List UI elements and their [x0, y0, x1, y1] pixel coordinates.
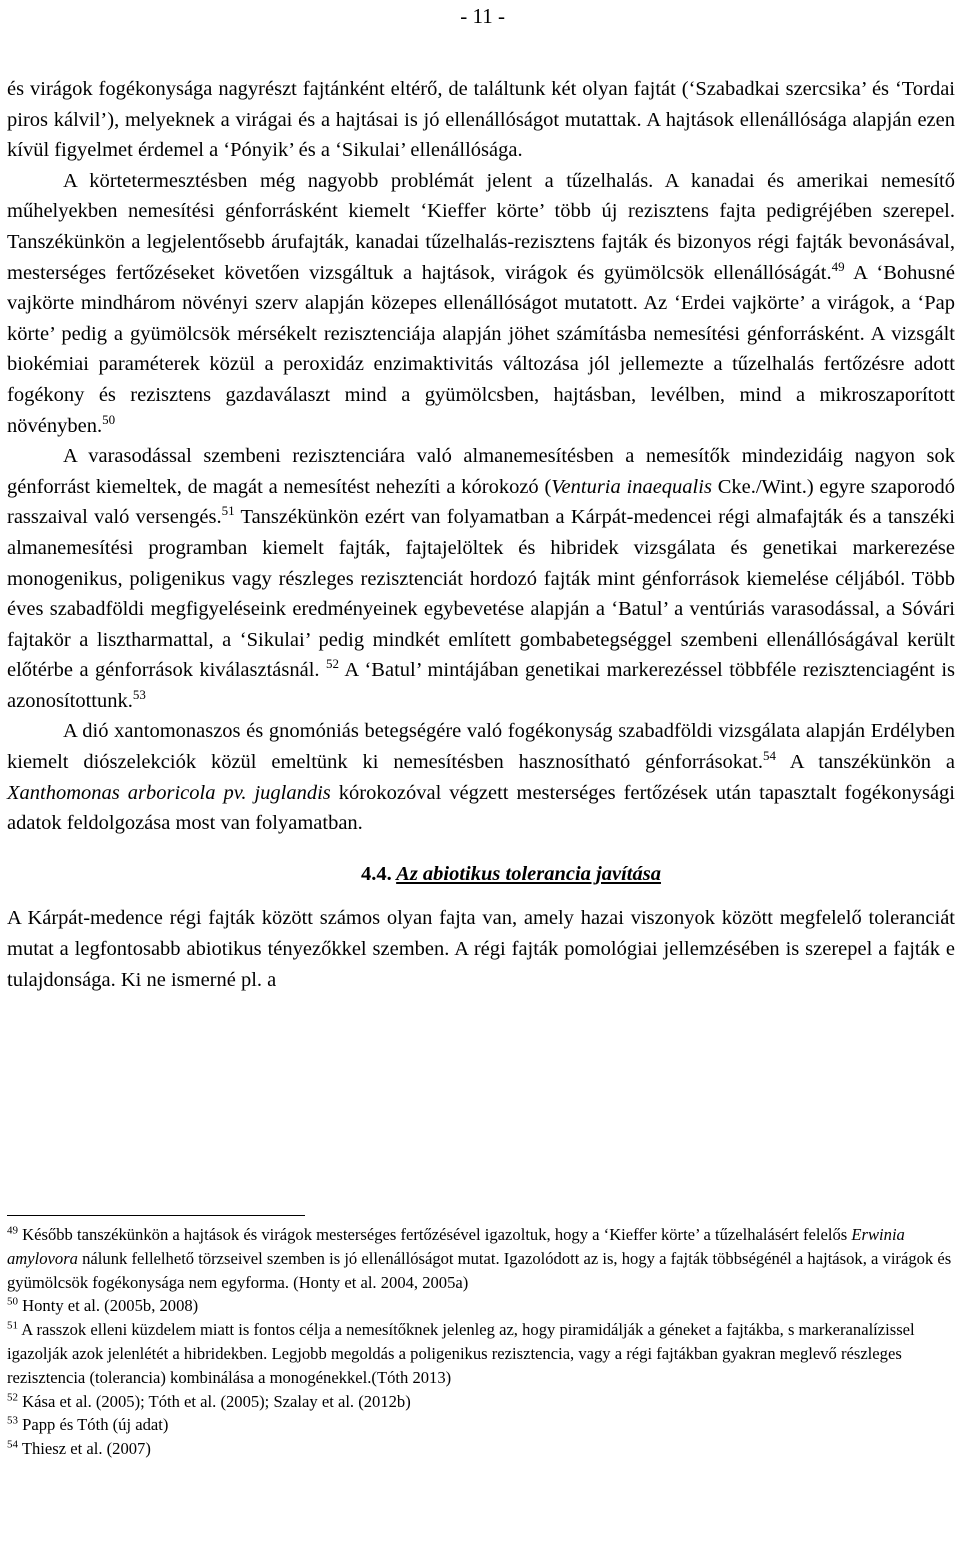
paragraph-text: A körtetermesztésben még nagyobb problémát jelent a tűzelhalás. A kanadai és amerikai nemesítő műhelyekben nemesítési génforrásként kiemelt ‘Kieffer körte’ több új rezisztens fajta pedigréjében szerepel. Tanszékünkön a legjelentősebb árufajták, kanadai tűzelhalás-rezisztens fajták és bizonyos régi fajták bevonásával, mesterséges fertőzéseket követően vizsgáltuk a hajtások, virágok és gyümölcsök ellenállóságát.: [7, 169, 955, 284]
paragraph-abiotic: [7, 903, 955, 995]
footnote-number: 54: [7, 1438, 18, 1451]
paragraph-text: és virágok fogékonysága nagyrészt fajtánként eltérő, de találtunk két olyan fajtát (‘Szabadkai szercsika’ és ‘Tordai piros kálvil’), melyeknek a virágai és a hajtásai is jó ellenállóságot mutattak. A hajtások ellenállósága alapján ezen kívül figyelmet érdemel a ‘Pónyik’ és a ‘Sikulai’ ellenállósága.: [7, 78, 955, 162]
footnote-ref-52[interactable]: 52: [326, 656, 339, 672]
footnote-text: Kása et al. (2005); Tóth et al. (2005); Szalay et al. (2012b): [18, 1391, 411, 1411]
footnote-text: Honty et al. (2005b, 2008): [18, 1296, 199, 1316]
paragraph-text: Cke./Wint.) egyre szaporodó rasszaival való versengés.: [7, 475, 955, 529]
footnote-ref-49[interactable]: 49: [831, 258, 845, 274]
footnote-text: Thiesz et al. (2007): [18, 1439, 151, 1459]
footnote-number: 50: [7, 1295, 18, 1308]
paragraph-continuation: [7, 74, 955, 166]
footnote-ref-54[interactable]: 54: [762, 748, 776, 764]
paragraph-text: Tanszékünkön ezért van folyamatban a Kárpát-medencei régi almafajták és a tanszéki almanemesítési programban kiemelt fajták, fajtajelöltek és hibridek vizsgálata és genetikai markerezése monogenikus, poligenikus vagy részleges rezisztenciát hordozó fajták mint génforrások kiemelése céljából. Több éves szabadföldi megfigyeléseink eredményeinek egybevetése alapján a ‘Batul’ a ventúriás varasodással, a Sóvári fajtakör a lisztharmattal, a ‘Sikulai’ pedig mindkét említett gombabetegséggel szembeni ellenállóságával került előtérbe a génforrások kiválasztásnál.: [7, 506, 955, 682]
paragraph-text: A tanszékünkön a: [775, 751, 955, 774]
species-name: Venturia inaequalis: [551, 475, 712, 498]
paragraph-apple-scab: [7, 441, 955, 716]
footnote-ref-53[interactable]: 53: [132, 687, 146, 703]
paragraph-text: A Kárpát-medence régi fajták között számos olyan fajta van, amely hazai viszonyok között megfelelő toleranciát mutat a legfontosabb abiotikus tényezőkkel szemben. A régi fajták pomológiai jellemzésében is szerepel a fajták e tulajdonsága. Ki ne ismerné pl. a: [7, 907, 955, 991]
footnote-separator: [7, 1215, 305, 1216]
footnote-text: A rasszok elleni küzdelem miatt is fontos célja a nemesítőknek jelenleg az, hogy piramidálják a géneket a fajtákba, s markeranalízissel igazolják azok jelenlétét a hibridekben. Legjobb megoldás a poligenikus rezisztencia, vagy a régi fajtákban gyakran meglevő részleges rezisztencia (tolerancia) kombinálása a monogénekkel.(Tóth 2013): [7, 1320, 915, 1387]
footnote-53: [7, 1413, 955, 1437]
species-name: Xanthomonas arboricola pv. juglandis: [7, 781, 331, 804]
section-title: Az abiotikus tolerancia javítása: [396, 862, 661, 885]
paragraph-text: A dió xantomonaszos és gnomóniás betegségére való fogékonyság szabadföldi vizsgálata alapján Erdélyben kiemelt diószelekciók közül emeltünk ki nemesítésben hasznosítható génforrásokat.: [7, 720, 955, 774]
paragraph-text: A varasodással szembeni rezisztenciára való almanemesítésben a nemesítők mindezidáig nagyon sok génforrást kiemeltek, de magát a nemesítést nehezíti a kórokozó (: [7, 445, 955, 498]
footnote-ref-51[interactable]: 51: [221, 503, 235, 519]
footnote-54: [7, 1437, 955, 1461]
footnote-number: 52: [7, 1391, 18, 1404]
section-heading: [7, 859, 955, 890]
paragraph-walnut: [7, 716, 955, 838]
footnote-text: Később tanszékünkön a hajtások és virágok mesterséges fertőzésével igazoltuk, hogy a ‘Kieffer körte’ a tűzelhalásért felelős: [18, 1225, 852, 1244]
paragraph-text: A ‘Batul’ mintájában genetikai markerezéssel többféle rezisztenciagént is azonosítottunk.: [7, 659, 955, 712]
footnote-49: [7, 1223, 955, 1294]
paragraph-pear-fireblight: [7, 166, 955, 441]
footnote-text: Papp és Tóth (új adat): [18, 1415, 169, 1435]
footnote-number: 53: [7, 1414, 18, 1427]
footnotes: [7, 1223, 955, 1461]
footnote-51: [7, 1318, 955, 1389]
paragraph-text: kórokozóval végzett mesterséges fertőzések után tapasztalt fogékonysági adatok feldolgozása most van folyamatban.: [7, 781, 955, 835]
footnote-text: nálunk fellelhető törzseivel szemben is jó ellenállóságot mutat. Igazolódott az is, hogy a fajták többségénél a hajtások, a virágok és gyümölcsök fogékonysága nem egyforma. (Honty et al. 2004, 2005a): [7, 1248, 952, 1292]
footnote-52: [7, 1390, 955, 1414]
species-name: Erwinia amylovora: [7, 1225, 905, 1268]
footnote-ref-50[interactable]: 50: [102, 411, 116, 427]
footnote-number: 51: [7, 1319, 18, 1332]
footnote-50: [7, 1294, 955, 1318]
paragraph-text: A ‘Bohusné vajkörte mindhárom növényi szerv alapján közepes ellenállóságot mutatott. Az ‘Erdei vajkörte’ a virágok, a ‘Pap körte’ pedig a gyümölcsök mérsékelt rezisztenciája alapján jöhet számításba nemesítési génforrásként. A vizsgált biokémiai paraméterek közül a peroxidáz enzimaktivitás változása jól jellemezte a tűzelhalás fertőzésre adott fogékony és rezisztens gazdaválaszt mind a gyümölcsben, hajtásban, levélben, mind a mikroszaporított növényben.: [7, 261, 956, 437]
body-text: [7, 74, 955, 995]
section-number: 4.4.: [361, 862, 392, 885]
page-number: - 11 -: [460, 4, 505, 28]
footnote-number: 49: [7, 1224, 18, 1237]
